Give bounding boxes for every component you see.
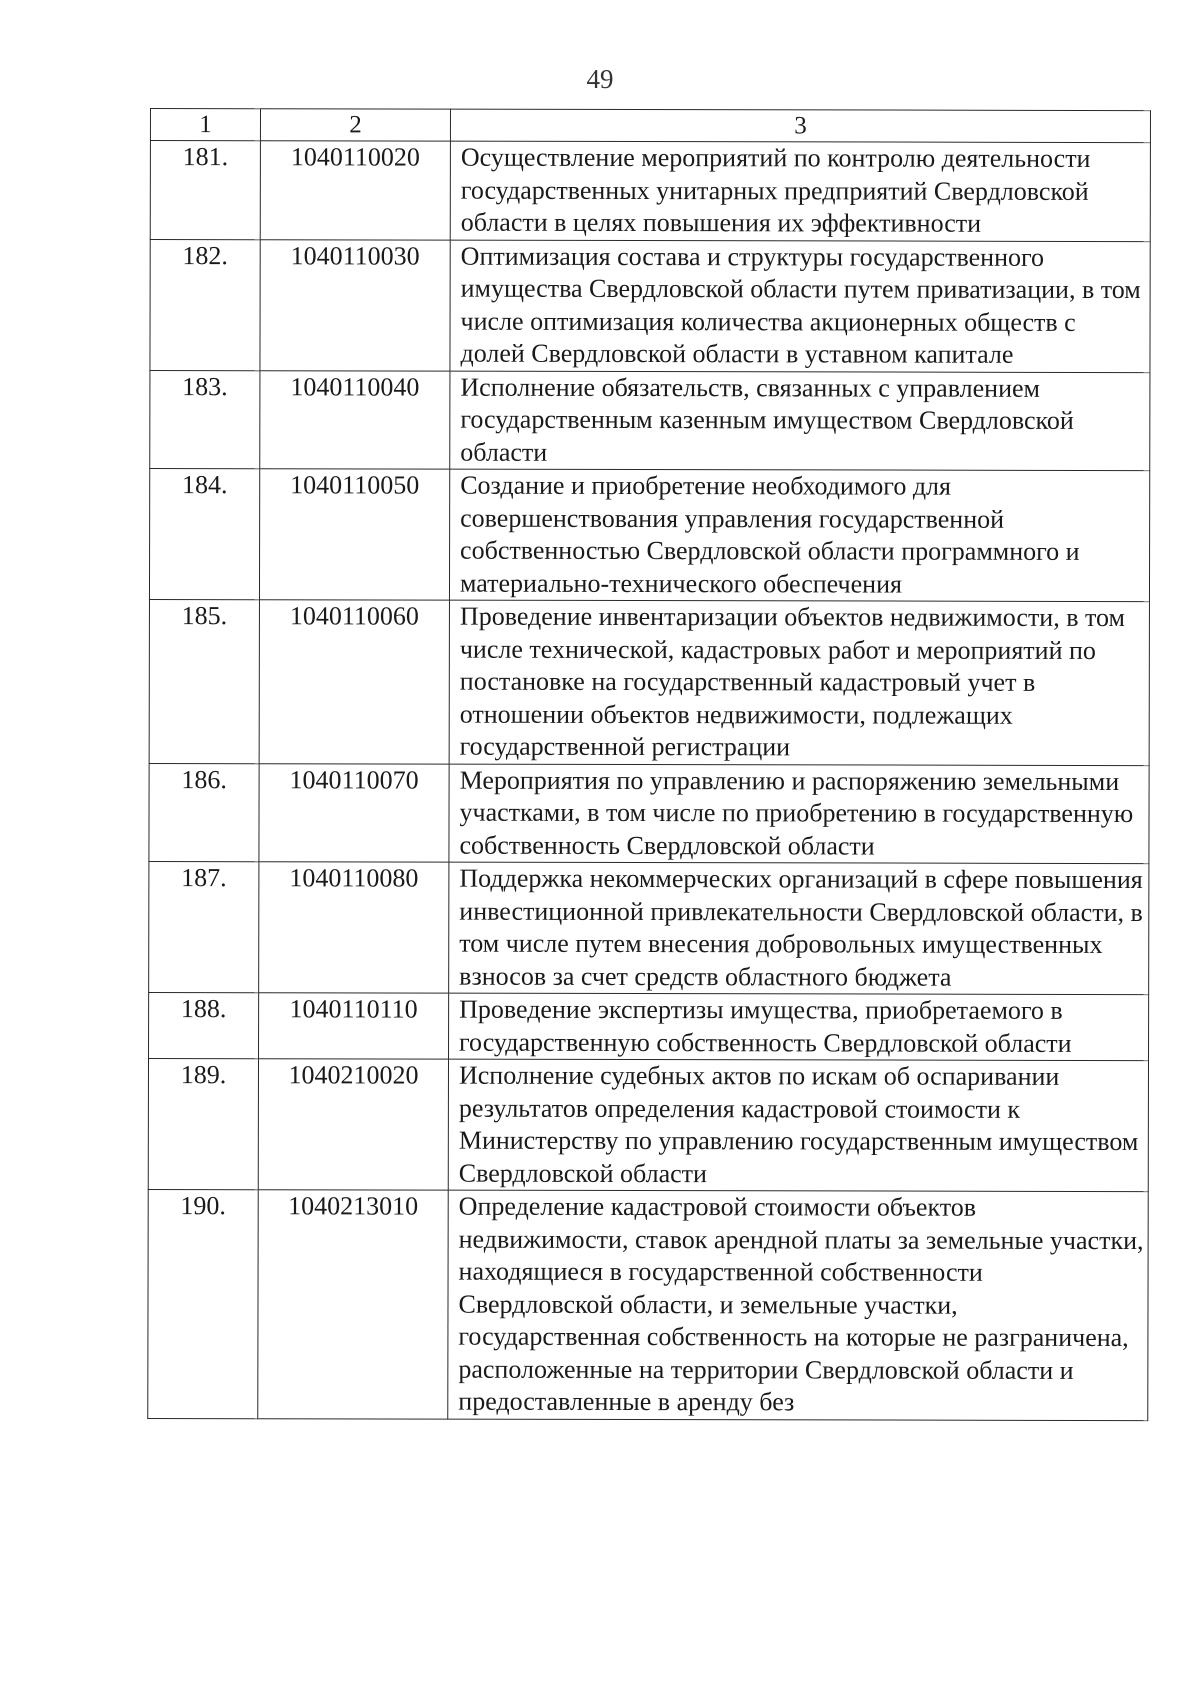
- table-row: [149, 599, 1149, 765]
- row-description: Поддержка некоммерческих организаций в сфере повышения инвестиционной привлекательности Свердловской области, в том числе путем внесения добровольных имущественных взносов за счет средств областного бюджета: [449, 862, 1149, 994]
- row-description: Мероприятия по управлению и распоряжению земельными участками, в том числе по приобретению в государственную собственность Свердловской области: [449, 764, 1149, 864]
- table-row: [148, 1189, 1148, 1420]
- row-description: Создание и приобретение необходимого для совершенствования управления государственной собственностью Свердловской области программного и материально-технического обеспечения: [449, 469, 1149, 601]
- row-code: 1040110030: [260, 239, 450, 370]
- row-description: Исполнение обязательств, связанных с управлением государственным казенным имуществом Свердловской области: [450, 371, 1150, 471]
- row-number: 181.: [150, 141, 260, 240]
- header-col-1: 1: [150, 109, 260, 141]
- row-number: 185.: [149, 599, 259, 763]
- classification-table: [147, 108, 1151, 1421]
- row-description: Осуществление мероприятий по контролю деятельности государственных унитарных предприятий Свердловской области в целях повышения их эффективности: [450, 141, 1150, 241]
- row-number: 184.: [149, 469, 259, 600]
- table-row: [149, 861, 1149, 994]
- table-row: [148, 1058, 1148, 1191]
- table-row: [149, 469, 1149, 602]
- row-code: 1040110070: [259, 763, 449, 862]
- row-code: 1040110050: [259, 469, 449, 600]
- row-description: Исполнение судебных актов по искам об оспаривании результатов определения кадастровой стоимости к Министерству по управлению государственным имуществом Свердловской области: [448, 1059, 1148, 1191]
- row-description: Проведение экспертизы имущества, приобретаемого в государственную собственность Свердловской области: [449, 993, 1149, 1060]
- table-row: [150, 239, 1150, 372]
- row-description: Определение кадастровой стоимости объектов недвижимости, ставок арендной платы за земельные участки, находящиеся в государственной собственности Свердловской области, и земельные участки, государственная собственность на которые не разграничена, расположенные на территории Свердловской области и предоставленные в аренду без: [448, 1190, 1148, 1420]
- row-number: 187.: [149, 861, 259, 992]
- row-code: 1040110060: [259, 600, 449, 764]
- table-row: [150, 370, 1150, 471]
- row-code: 1040210020: [258, 1059, 448, 1190]
- table-row: [149, 763, 1149, 864]
- row-code: 1040110080: [259, 862, 449, 993]
- header-col-2: 2: [260, 109, 450, 141]
- table-row: [149, 992, 1149, 1060]
- row-number: 190.: [148, 1189, 258, 1418]
- row-number: 189.: [148, 1058, 258, 1189]
- row-number: 188.: [149, 992, 259, 1058]
- header-col-3: 3: [450, 109, 1150, 142]
- row-code: 1040110110: [259, 993, 449, 1059]
- row-number: 182.: [150, 239, 260, 370]
- row-description: Оптимизация состава и структуры государственного имущества Свердловской области путем приватизации, в том числе оптимизация количества акционерных обществ с долей Свердловской области в уставном капитале: [450, 240, 1150, 372]
- row-number: 186.: [149, 763, 259, 862]
- row-code: 1040213010: [258, 1190, 448, 1419]
- table-header-row: [150, 109, 1150, 143]
- row-description: Проведение инвентаризации объектов недвижимости, в том числе технической, кадастровых работ и мероприятий по постановке на государственный кадастровый учет в отношении объектов недвижимости, подлежащих государственной регистрации: [449, 600, 1149, 765]
- row-code: 1040110020: [260, 141, 450, 240]
- page-number: 49: [586, 64, 614, 94]
- row-code: 1040110040: [260, 370, 450, 469]
- table-row: [150, 141, 1150, 242]
- row-number: 183.: [150, 370, 260, 469]
